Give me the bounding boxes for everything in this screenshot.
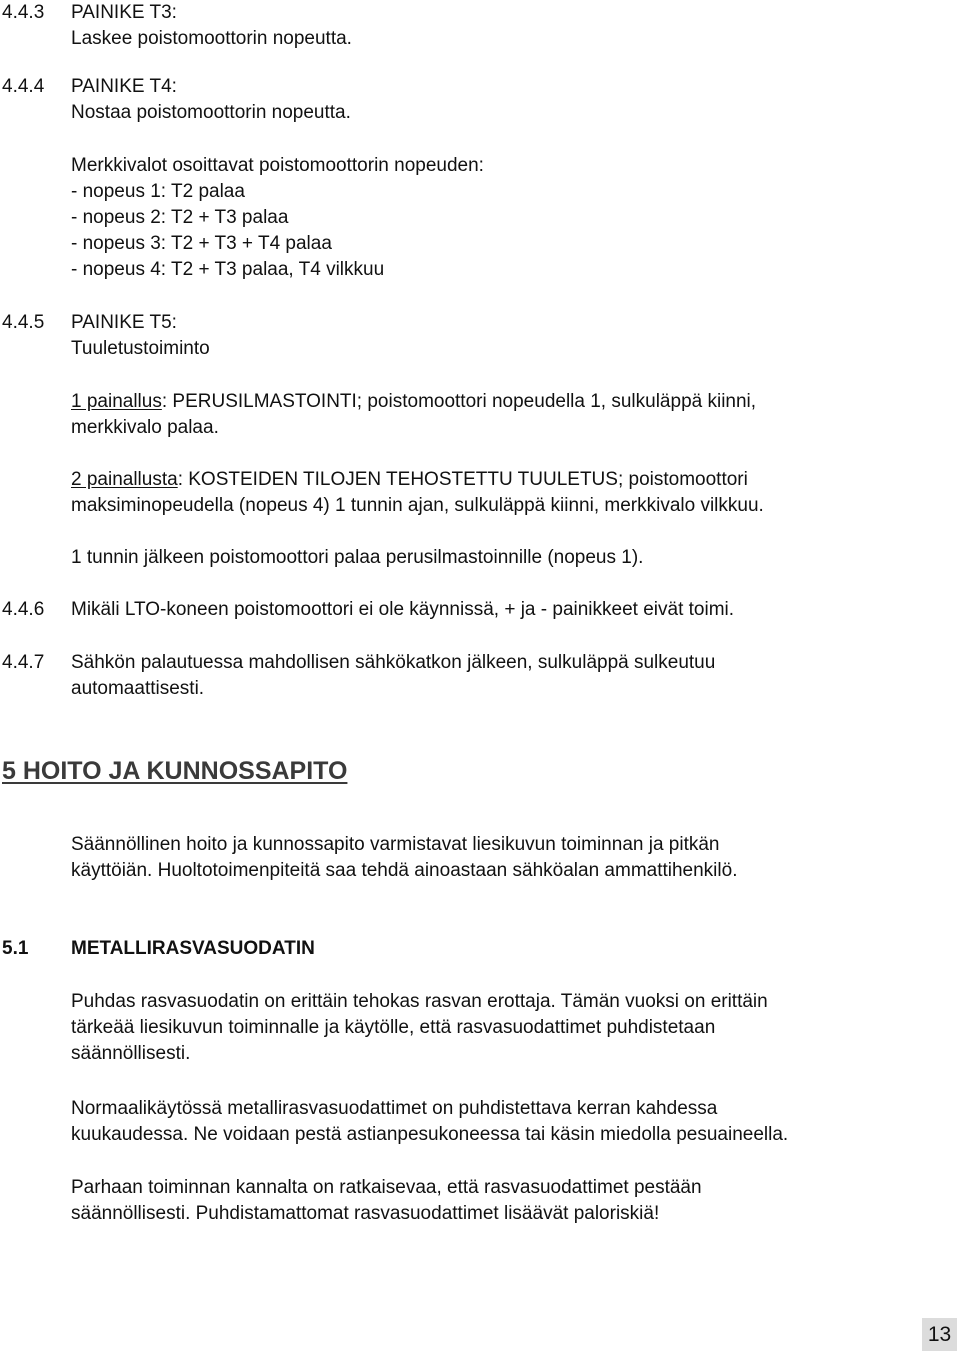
section-number: 4.4.4 [2, 76, 45, 97]
section-text-cont: automaattisesti. [71, 678, 205, 699]
paragraph-line: Parhaan toiminnan kannalta on ratkaisevaa, että rasvasuodattimet pestään [71, 1177, 702, 1198]
section-title: PAINIKE T4: [71, 76, 177, 97]
section-text: Sähkön palautuessa mahdollisen sähkökatkon jälkeen, sulkuläppä sulkeutuu [71, 652, 716, 673]
indicator-intro: Merkkivalot osoittavat poistomoottorin nopeuden: [71, 155, 484, 176]
section-text: Mikäli LTO-koneen poistomoottori ei ole käynnissä, + ja - painikkeet eivät toimi. [71, 599, 735, 620]
press-1-description [71, 389, 956, 441]
chapter-intro-line: Säännöllinen hoito ja kunnossapito varmistavat liesikuvun toiminnan ja pitkän [71, 834, 720, 855]
page-number: 13 [922, 1318, 957, 1351]
press-2-description [71, 467, 956, 519]
section-title: PAINIKE T3: [71, 2, 177, 23]
list-item: - nopeus 1: T2 palaa [71, 181, 245, 202]
press-2-text: : KOSTEIDEN TILOJEN TEHOSTETTU TUULETUS; poistomoottori [177, 469, 748, 490]
section-title: METALLIRASVASUODATIN [71, 938, 315, 959]
speed-indicator-list [71, 153, 956, 283]
section-text: Nostaa poistomoottorin nopeutta. [71, 102, 351, 123]
after-hour-note [71, 545, 956, 571]
chapter-intro [71, 832, 956, 884]
list-item: - nopeus 2: T2 + T3 palaa [71, 207, 289, 228]
press-1-label: 1 painallus [71, 391, 162, 412]
press-1-text: : PERUSILMASTOINTI; poistomoottori nopeudella 1, sulkuläppä kiinni, [161, 391, 757, 412]
section-number: 4.4.7 [2, 652, 45, 673]
after-hour-text: 1 tunnin jälkeen poistomoottori palaa perusilmastoinnille (nopeus 1). [71, 547, 644, 568]
paragraph-line: kuukaudessa. Ne voidaan pestä astianpesukoneessa tai käsin miedolla pesuaineella. [71, 1124, 789, 1145]
section-number: 4.4.5 [2, 312, 45, 333]
chapter-intro-line: käyttöiän. Huoltotoimenpiteitä saa tehdä ainoastaan sähköalan ammattihenkilö. [71, 860, 738, 881]
section-text: Laskee poistomoottorin nopeutta. [71, 28, 352, 49]
press-1-text-cont: merkkivalo palaa. [71, 417, 219, 438]
list-item: - nopeus 4: T2 + T3 palaa, T4 vilkkuu [71, 259, 385, 280]
chapter-heading: 5 HOITO JA KUNNOSSAPITO [2, 757, 348, 785]
paragraph-line: Puhdas rasvasuodatin on erittäin tehokas rasvan erottaja. Tämän vuoksi on erittäin [71, 991, 768, 1012]
paragraph-line: säännöllisesti. [71, 1043, 191, 1064]
section-number: 5.1 [2, 938, 29, 959]
press-2-text-cont: maksiminopeudella (nopeus 4) 1 tunnin ajan, sulkuläppä kiinni, merkkivalo vilkkuu. [71, 495, 764, 516]
paragraph-line: säännöllisesti. Puhdistamattomat rasvasuodattimet lisäävät paloriskiä! [71, 1203, 660, 1224]
section-number: 4.4.3 [2, 2, 45, 23]
filter-paragraph-3 [71, 1175, 956, 1227]
filter-paragraph-2 [71, 1096, 956, 1148]
filter-paragraph-1 [71, 989, 956, 1067]
paragraph-line: tärkeää liesikuvun toiminnalle ja käytölle, että rasvasuodattimet puhdistetaan [71, 1017, 716, 1038]
section-subtitle: Tuuletustoiminto [71, 338, 210, 359]
section-number: 4.4.6 [2, 599, 45, 620]
paragraph-line: Normaalikäytössä metallirasvasuodattimet on puhdistettava kerran kahdessa [71, 1098, 718, 1119]
section-title: PAINIKE T5: [71, 312, 177, 333]
press-2-label: 2 painallusta [71, 469, 178, 490]
list-item: - nopeus 3: T2 + T3 + T4 palaa [71, 233, 332, 254]
